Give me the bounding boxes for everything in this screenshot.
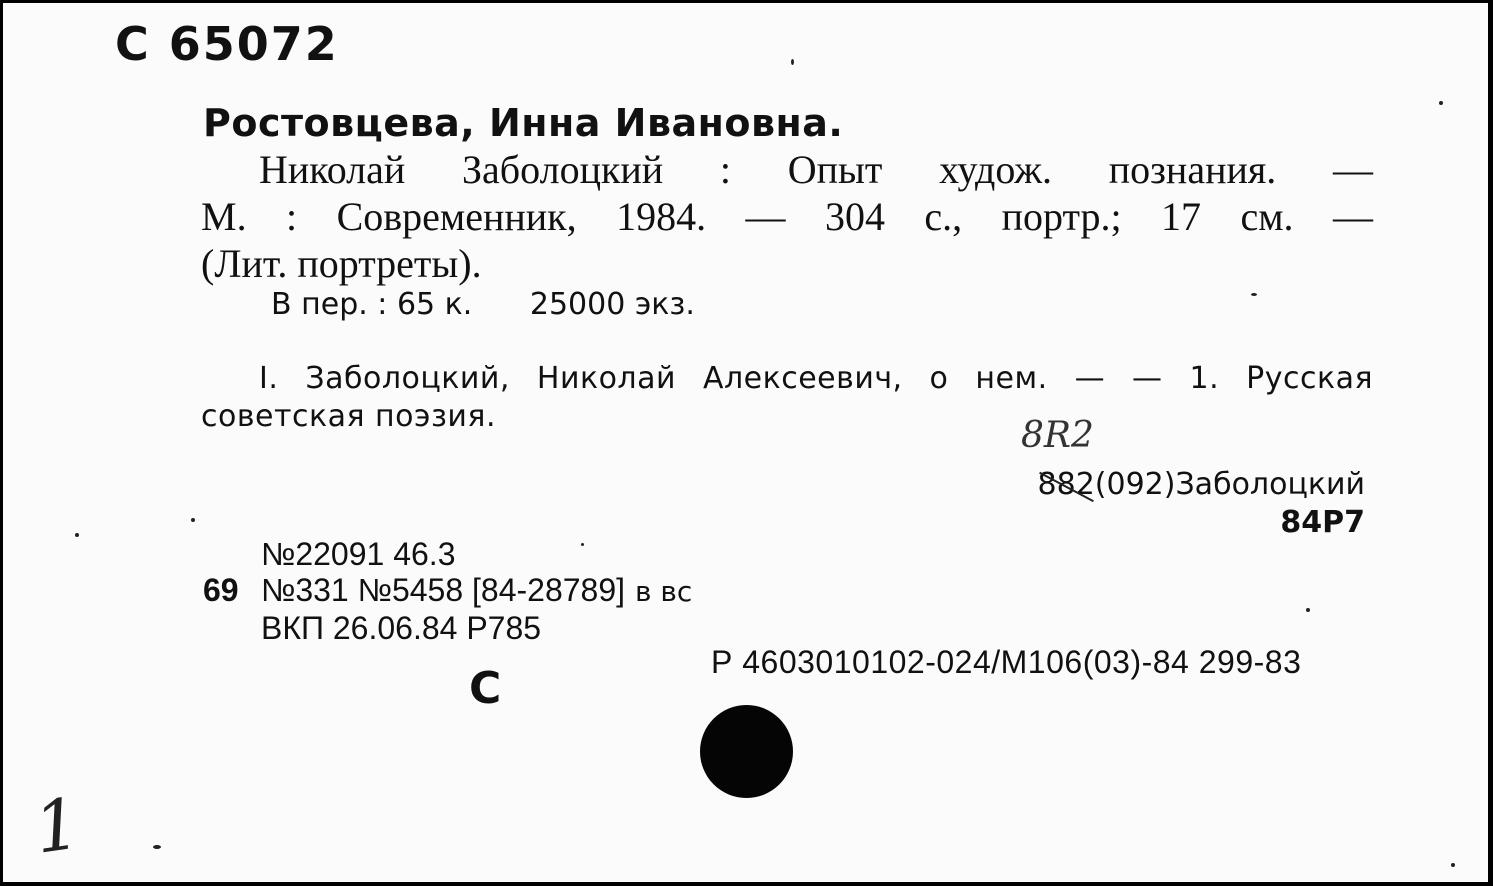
catalog-card bbox=[3, 3, 1488, 882]
handwritten-note: 8R2 bbox=[1021, 415, 1094, 456]
title-line-3: (Лит. портреты). bbox=[201, 241, 482, 286]
id-row-2-text: №331 №5458 [84-28789] bbox=[261, 572, 626, 608]
c-letter: С bbox=[469, 663, 502, 714]
subject-headings bbox=[201, 360, 1373, 436]
speck bbox=[1251, 293, 1257, 296]
handwritten-number: 1 bbox=[29, 782, 86, 870]
punch-hole bbox=[700, 705, 793, 798]
id-row-2-lead: 69 bbox=[203, 572, 239, 608]
classification-main-line bbox=[1038, 466, 1365, 504]
class-code-secondary: 84Р7 bbox=[1280, 505, 1365, 540]
record-identifiers bbox=[203, 536, 692, 646]
print-run: 25000 экз. bbox=[529, 287, 695, 322]
speck bbox=[1306, 608, 1310, 612]
title-line-2: М. : Современник, 1984. — 304 с., портр.; 17 см. — bbox=[201, 194, 1373, 239]
speck bbox=[75, 533, 79, 537]
card-number: С 65072 bbox=[115, 17, 339, 71]
speck bbox=[191, 518, 195, 522]
price-line bbox=[271, 287, 695, 322]
speck bbox=[1451, 863, 1455, 867]
author-heading: Ростовцева, Инна Ивановна. bbox=[203, 101, 844, 145]
id-row-3: ВКП 26.06.84 Р785 bbox=[261, 610, 542, 646]
title-description bbox=[201, 146, 1373, 287]
class-code-main: (092)Заболоцкий bbox=[1094, 467, 1365, 502]
speck bbox=[791, 59, 794, 65]
crossed-class-code: 882 bbox=[1037, 467, 1095, 502]
title-line-1: Николай Заболоцкий : Опыт худож. познания. — bbox=[259, 147, 1373, 192]
price: В пер. : 65 к. bbox=[271, 287, 473, 322]
id-row-1: №22091 46.3 bbox=[261, 536, 456, 572]
speck bbox=[1439, 101, 1443, 105]
subjects-text: I. Заболоцкий, Николай Алексеевич, о нем. — — 1. Русская советская поэзия. bbox=[201, 361, 1373, 434]
id-row-2-tail: в вс bbox=[635, 575, 693, 608]
id-row-2 bbox=[203, 572, 692, 610]
speck bbox=[153, 845, 161, 849]
classification bbox=[1038, 466, 1365, 542]
speck bbox=[581, 543, 584, 546]
catalog-code: Р 4603010102-024/М106(03)-84 299-83 bbox=[711, 644, 1302, 680]
